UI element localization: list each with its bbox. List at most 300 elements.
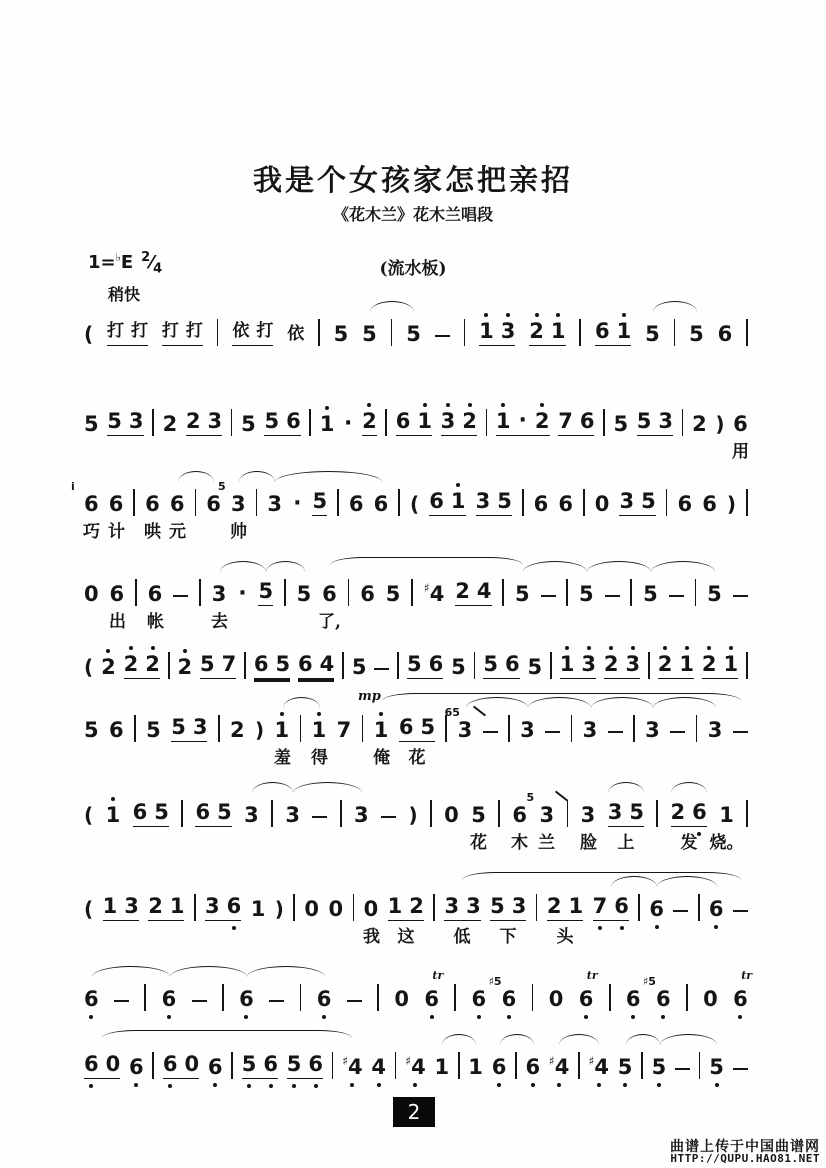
barline xyxy=(536,894,538,921)
note-glyph: 5 xyxy=(84,412,99,436)
low-octave-dot xyxy=(322,1015,326,1019)
note-3 xyxy=(658,409,673,433)
note-glyph: 3 xyxy=(520,718,535,742)
note-4 xyxy=(320,652,335,676)
note-token xyxy=(84,582,99,606)
note-glyph: 3 xyxy=(658,409,674,433)
note-5 xyxy=(334,322,349,346)
note-glyph: 3 xyxy=(230,492,246,516)
duration-dash xyxy=(347,1000,362,1002)
note-6 xyxy=(399,715,414,739)
note-5 xyxy=(241,412,256,436)
note-glyph: 6 xyxy=(733,987,748,1011)
note-glyph: 7 xyxy=(558,409,573,433)
barline xyxy=(377,984,379,1011)
note-glyph: 1 xyxy=(274,718,290,742)
lyric: 用 xyxy=(732,442,749,462)
note-2 xyxy=(230,718,245,742)
note-7 xyxy=(593,894,608,918)
note-glyph: 5 xyxy=(689,322,704,346)
barline xyxy=(218,715,220,742)
note-0 xyxy=(184,1052,199,1076)
note-2 xyxy=(186,409,201,433)
slur xyxy=(239,471,275,482)
beam-group xyxy=(242,1052,278,1079)
slur xyxy=(247,966,325,977)
note-token xyxy=(579,582,594,606)
barline xyxy=(648,652,650,679)
low-octave-dot xyxy=(557,1083,561,1087)
note-token xyxy=(362,322,377,346)
beam-group xyxy=(388,894,424,921)
barline xyxy=(682,409,684,436)
beam-group xyxy=(396,409,432,436)
note-token xyxy=(678,492,693,516)
note-7 xyxy=(558,409,573,433)
note-glyph: 6 xyxy=(360,582,375,606)
note-token xyxy=(342,1055,362,1079)
duration-dash xyxy=(608,731,623,733)
note-token xyxy=(703,987,718,1011)
note-glyph: 5 xyxy=(483,652,498,676)
note-6 xyxy=(298,652,313,676)
barline xyxy=(181,800,183,827)
note-glyph: 6 xyxy=(161,987,177,1011)
note-1 xyxy=(106,803,121,827)
lyric: 哄 xyxy=(144,522,161,542)
note-token xyxy=(230,718,245,742)
note-6 xyxy=(642,975,671,1011)
note-1 xyxy=(103,894,118,918)
note-6 xyxy=(396,409,411,433)
sharp-sign: ♯ xyxy=(405,1054,412,1068)
beam-group xyxy=(702,652,738,679)
note-glyph: 1 xyxy=(559,652,575,676)
note-glyph: 3 xyxy=(607,800,623,824)
note-token xyxy=(312,489,327,516)
lyric: 计 xyxy=(108,522,125,542)
duration-dash xyxy=(192,1000,207,1002)
slur xyxy=(653,301,697,312)
duration-dash xyxy=(675,1068,690,1070)
note-glyph: 6 xyxy=(558,492,573,516)
note-0 xyxy=(106,1052,121,1076)
note-token xyxy=(719,803,734,827)
note-打 xyxy=(256,319,273,343)
note-0 xyxy=(304,897,319,921)
parenthesis: ( xyxy=(410,492,420,516)
note-glyph: 5 xyxy=(241,412,256,436)
note-token xyxy=(84,718,99,742)
beam-group xyxy=(124,652,160,679)
note-token xyxy=(241,412,256,436)
note-5 xyxy=(420,715,435,739)
low-octave-dot xyxy=(377,1083,381,1087)
note-glyph: 1 xyxy=(679,652,694,676)
page-number: 2 xyxy=(393,1097,435,1127)
barline xyxy=(300,984,302,1011)
note-token xyxy=(285,803,300,827)
note-依 xyxy=(287,322,304,346)
note-glyph: 5 xyxy=(490,894,505,918)
barline xyxy=(348,579,350,606)
high-octave-dot xyxy=(379,712,383,716)
note-token xyxy=(320,412,335,436)
note-glyph: 6 xyxy=(129,1055,144,1079)
note-2 xyxy=(462,409,477,433)
note-glyph: 6 xyxy=(206,492,221,516)
lyric: 这 xyxy=(397,927,415,947)
barline xyxy=(578,1052,580,1079)
note-glyph: 3 xyxy=(539,803,555,827)
barline xyxy=(464,319,466,346)
note-6 xyxy=(110,582,125,606)
measure-row xyxy=(84,791,748,827)
note-glyph: 3 xyxy=(581,652,596,676)
note-glyph: 4 xyxy=(476,579,492,603)
beam-group xyxy=(399,715,435,742)
duration-dash xyxy=(269,1000,284,1002)
note-5 xyxy=(709,1055,724,1079)
high-octave-dot xyxy=(707,646,711,650)
note-5 xyxy=(407,652,422,676)
note-3 xyxy=(444,706,473,742)
note-token xyxy=(275,718,290,742)
lyric: 上 xyxy=(617,833,635,853)
note-1 xyxy=(417,409,432,433)
note-6 xyxy=(239,987,254,1011)
note-glyph: 5 xyxy=(107,409,122,433)
note-glyph: 5 xyxy=(362,322,377,346)
note-glyph: 6 xyxy=(322,582,337,606)
note-glyph: 5 xyxy=(707,582,722,606)
note-4 xyxy=(589,1055,609,1079)
slur xyxy=(266,561,305,572)
note-1 xyxy=(320,412,335,436)
note-token xyxy=(589,1055,609,1079)
note-5 xyxy=(471,803,486,827)
barline xyxy=(630,579,632,606)
parenthesis: ( xyxy=(84,322,94,346)
beam-group xyxy=(671,800,707,827)
slur xyxy=(102,1030,352,1038)
note-打 xyxy=(107,319,124,343)
note-glyph: 6 xyxy=(169,492,185,516)
music-line-9 xyxy=(84,969,753,1037)
note-6 xyxy=(148,582,163,606)
barline xyxy=(309,409,311,436)
barline xyxy=(152,1052,154,1079)
note-token xyxy=(71,480,99,516)
note-glyph: 2 xyxy=(185,409,201,433)
beam-group xyxy=(133,800,169,827)
note-6 xyxy=(163,1052,178,1076)
note-token xyxy=(322,582,337,606)
note-glyph: 2 xyxy=(123,652,139,676)
beam-group xyxy=(496,409,550,436)
note-5 xyxy=(275,652,290,676)
note-token xyxy=(110,582,125,606)
note-token xyxy=(217,480,246,516)
barline xyxy=(144,984,146,1011)
note-glyph: 1 xyxy=(417,409,432,433)
barline xyxy=(746,652,748,679)
note-token xyxy=(258,579,273,606)
note-6 xyxy=(206,492,221,516)
low-octave-dot xyxy=(598,926,602,930)
note-glyph: 2 xyxy=(462,409,477,433)
note-5 xyxy=(171,715,186,739)
song-title: 我是个女孩家怎把亲招 xyxy=(252,163,573,197)
note-token xyxy=(520,718,535,742)
note-glyph: 1 xyxy=(719,803,734,827)
note-token xyxy=(212,582,227,606)
note-glyph: 5 xyxy=(613,412,629,436)
note-5 xyxy=(451,655,466,679)
barline xyxy=(199,579,201,606)
note-glyph: 6 xyxy=(501,987,517,1011)
note-1 xyxy=(374,718,389,742)
augmentation-dot: · xyxy=(293,491,302,516)
barline xyxy=(231,1052,233,1079)
note-依 xyxy=(232,319,249,343)
note-glyph: 0 xyxy=(105,1052,121,1076)
lyric: 花 xyxy=(408,748,426,768)
note-6 xyxy=(429,489,444,513)
note-glyph: 5 xyxy=(420,715,436,739)
note-glyph: 2 xyxy=(534,409,550,433)
note-6 xyxy=(170,492,185,516)
note-glyph: 3 xyxy=(707,718,723,742)
note-5 xyxy=(515,582,530,606)
grace-note: ♯5 xyxy=(642,975,656,988)
note-6 xyxy=(429,652,444,676)
note-3 xyxy=(520,718,535,742)
high-octave-dot xyxy=(423,403,427,407)
low-octave-dot xyxy=(292,1084,296,1088)
note-glyph: 依 xyxy=(287,324,305,344)
note-token xyxy=(101,655,116,679)
trill-mark: tr xyxy=(741,969,753,982)
note-token xyxy=(424,969,444,1011)
note-token xyxy=(626,987,641,1011)
duration-dash xyxy=(541,595,556,597)
note-token xyxy=(708,718,723,742)
note-6 xyxy=(580,409,595,433)
note-glyph: 6 xyxy=(512,803,528,827)
note-glyph: 5 xyxy=(275,652,291,676)
lyric: 元 xyxy=(169,522,186,542)
note-0 xyxy=(84,582,99,606)
note-1 xyxy=(617,319,632,343)
note-glyph: 1 xyxy=(568,894,584,918)
beam-group xyxy=(162,319,203,346)
barline xyxy=(332,1052,334,1079)
low-octave-dot xyxy=(89,1015,93,1019)
note-3 xyxy=(581,803,596,827)
note-glyph: 1 xyxy=(468,1055,483,1079)
note-6 xyxy=(472,987,487,1011)
note-0 xyxy=(444,803,459,827)
note-token xyxy=(528,655,543,679)
note-token xyxy=(578,969,598,1011)
note-3 xyxy=(205,894,220,918)
parenthesis: ) xyxy=(715,412,725,436)
beam-group xyxy=(658,652,694,679)
note-glyph: 3 xyxy=(619,489,635,513)
note-token xyxy=(360,582,375,606)
note-token xyxy=(613,412,628,436)
barline xyxy=(135,579,137,606)
note-glyph: 3 xyxy=(444,894,460,918)
note-6 xyxy=(263,1052,278,1076)
note-5 xyxy=(641,489,656,513)
duration-dash xyxy=(483,731,498,733)
duration-dash xyxy=(374,668,389,670)
note-glyph: 6 xyxy=(428,652,444,676)
measure-row xyxy=(71,480,748,516)
note-glyph: 3 xyxy=(211,582,227,606)
note-token xyxy=(364,897,379,921)
note-3 xyxy=(608,800,623,824)
note-glyph: 2 xyxy=(455,579,470,603)
note-glyph: 6 xyxy=(147,582,163,606)
note-token xyxy=(581,803,596,827)
note-glyph: 7 xyxy=(336,718,352,742)
measure-row xyxy=(84,316,748,346)
low-octave-dot xyxy=(134,1083,138,1087)
parenthesis: ( xyxy=(84,803,94,827)
note-2 xyxy=(658,652,673,676)
high-octave-dot xyxy=(556,313,560,317)
lyric: 了, xyxy=(318,612,341,632)
note-glyph: 6 xyxy=(429,489,444,513)
note-glyph: 5 xyxy=(515,582,530,606)
high-octave-dot xyxy=(446,403,450,407)
low-octave-dot xyxy=(631,1015,635,1019)
barline xyxy=(550,652,552,679)
note-token xyxy=(337,718,352,742)
note-1 xyxy=(551,319,566,343)
note-glyph: 5 xyxy=(333,322,349,346)
banshi-label: (流水板) xyxy=(379,259,447,279)
note-2 xyxy=(529,319,544,343)
note-glyph: 0 xyxy=(363,897,379,921)
note-2 xyxy=(177,655,192,679)
music-line-8 xyxy=(84,891,748,947)
note-glyph: 6 xyxy=(702,492,717,516)
note-glyph: 6 xyxy=(286,409,301,433)
low-octave-dot xyxy=(497,1083,501,1087)
low-octave-dot xyxy=(584,1015,588,1019)
beam-group xyxy=(195,800,231,827)
beam-group xyxy=(619,489,655,516)
note-token xyxy=(645,718,660,742)
note-glyph: 4 xyxy=(554,1055,570,1079)
note-glyph: 3 xyxy=(192,715,208,739)
duration-dash xyxy=(733,595,748,597)
beam-group xyxy=(441,409,477,436)
note-5 xyxy=(528,655,543,679)
note-glyph: 5 xyxy=(296,582,312,606)
beam-group xyxy=(595,319,631,346)
note-3 xyxy=(444,894,459,918)
barline xyxy=(362,715,364,742)
note-glyph: 6 xyxy=(308,1052,323,1076)
low-octave-dot xyxy=(477,1015,481,1019)
note-6 xyxy=(595,319,610,343)
note-glyph: 5 xyxy=(217,800,232,824)
note-glyph: 6 xyxy=(708,897,724,921)
high-octave-dot xyxy=(317,712,321,716)
note-6 xyxy=(709,897,724,921)
note-6 xyxy=(129,1055,144,1079)
note-glyph: 6 xyxy=(614,894,629,918)
barline xyxy=(583,489,585,516)
note-glyph: 3 xyxy=(580,803,596,827)
note-1 xyxy=(275,718,290,742)
note-glyph: 6 xyxy=(298,652,313,676)
note-glyph: 5 xyxy=(200,652,215,676)
lyric: 发 xyxy=(680,833,698,853)
duration-dash xyxy=(733,1068,748,1070)
barline xyxy=(674,319,676,346)
note-token xyxy=(304,897,319,921)
note-5 xyxy=(200,652,215,676)
note-glyph: 5 xyxy=(154,800,169,824)
note-3 xyxy=(501,319,516,343)
note-glyph: 5 xyxy=(406,322,421,346)
note-0 xyxy=(394,987,409,1011)
note-glyph: 2 xyxy=(603,652,619,676)
note-3 xyxy=(129,409,144,433)
note-6 xyxy=(374,492,389,516)
note-token xyxy=(84,412,99,436)
measure-row xyxy=(84,891,748,921)
note-token xyxy=(206,492,221,516)
note-5 xyxy=(483,652,498,676)
note-glyph: 3 xyxy=(500,319,516,343)
note-token xyxy=(595,492,610,516)
barline xyxy=(397,652,399,679)
note-glyph: 5 xyxy=(385,582,401,606)
barline xyxy=(515,1052,517,1079)
note-glyph: 3 xyxy=(625,652,641,676)
high-octave-dot xyxy=(129,646,133,650)
note-glyph: 5 xyxy=(645,322,660,346)
note-5 xyxy=(652,1055,667,1079)
note-5 xyxy=(217,800,232,824)
song-subtitle: 《花木兰》花木兰唱段 xyxy=(332,205,493,224)
note-3 xyxy=(526,791,555,827)
note-token xyxy=(689,322,704,346)
note-5 xyxy=(84,718,99,742)
note-6 xyxy=(626,987,641,1011)
note-glyph: 6 xyxy=(717,322,733,346)
parenthesis: ) xyxy=(274,897,284,921)
duration-dash xyxy=(173,595,188,597)
low-octave-dot xyxy=(413,1083,417,1087)
note-glyph: 打 xyxy=(185,321,203,341)
beam-group xyxy=(84,1052,120,1079)
note-5 xyxy=(490,894,505,918)
note-glyph: 依 xyxy=(232,321,250,341)
low-octave-dot xyxy=(350,1083,354,1087)
note-token xyxy=(526,1055,541,1079)
note-glyph: 1 xyxy=(319,412,335,436)
note-6 xyxy=(109,492,124,516)
note-6 xyxy=(614,894,629,918)
